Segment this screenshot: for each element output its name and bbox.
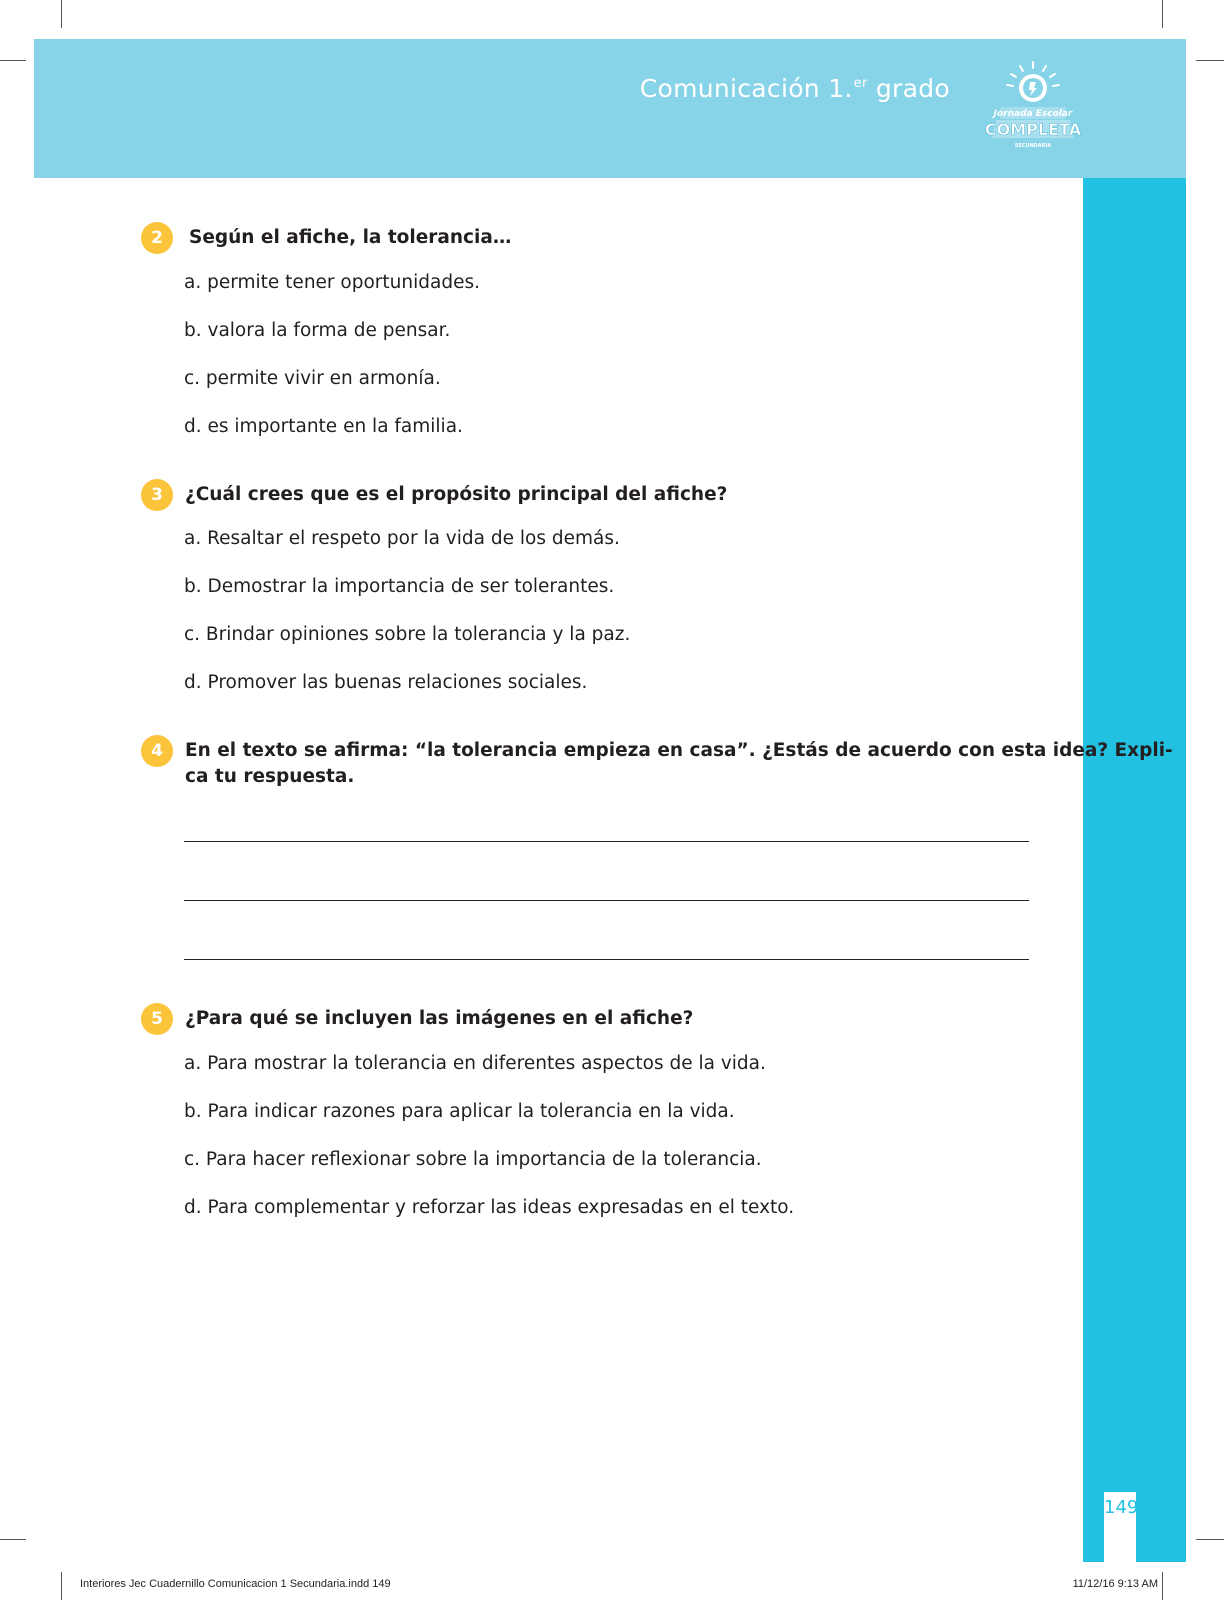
question-text: Según el afiche, la tolerancia… (189, 227, 512, 248)
crop-mark (1162, 0, 1163, 28)
page-number: 149 (1104, 1497, 1139, 1518)
option-d: d. Para complementar y reforzar las ideas expresadas en el texto. (184, 1197, 795, 1218)
answer-line[interactable] (184, 900, 1029, 901)
option-c: c. Para hacer reflexionar sobre la importancia de la tolerancia. (184, 1149, 762, 1170)
crop-mark (61, 0, 62, 28)
crop-mark (0, 60, 26, 61)
answer-line[interactable] (184, 959, 1029, 960)
footer-file-info: Interiores Jec Cuadernillo Comunicacion 1 Secundaria.indd 149 (80, 1578, 391, 1590)
svg-text:SECUNDARIA: SECUNDARIA (1014, 143, 1052, 149)
jornada-escolar-completa-logo-icon (984, 60, 1082, 164)
crop-mark (61, 1572, 62, 1600)
question-number-badge: 4 (141, 735, 173, 767)
question-text-line-1: En el texto se afirma: “la tolerancia empieza en casa”. ¿Estás de acuerdo con esta idea? Expli- (185, 740, 1173, 761)
option-a: a. Resaltar el respeto por la vida de los demás. (184, 528, 620, 549)
option-b: b. Demostrar la importancia de ser tolerantes. (184, 576, 615, 597)
footer-timestamp: 11/12/16 9:13 AM (1072, 1578, 1158, 1590)
crop-mark (1196, 1539, 1224, 1540)
crop-mark (0, 1539, 26, 1540)
crop-mark (1196, 60, 1224, 61)
header-title: Comunicación 1.$^{er}$ grado (639, 74, 950, 103)
crop-mark (1162, 1572, 1163, 1600)
option-d: d. Promover las buenas relaciones sociales. (184, 672, 588, 693)
option-a: a. Para mostrar la tolerancia en diferentes aspectos de la vida. (184, 1053, 766, 1074)
option-d: d. es importante en la familia. (184, 416, 463, 437)
question-text-line-2: ca tu respuesta. (185, 766, 355, 787)
question-number-badge: 5 (141, 1003, 173, 1035)
question-text: ¿Para qué se incluyen las imágenes en el afiche? (185, 1008, 694, 1029)
answer-line[interactable] (184, 841, 1029, 842)
question-text: ¿Cuál crees que es el propósito principal del afiche? (185, 484, 728, 505)
option-b: b. valora la forma de pensar. (184, 320, 451, 341)
svg-text:COMPLETA: COMPLETA (984, 120, 1082, 139)
option-c: c. Brindar opiniones sobre la tolerancia y la paz. (184, 624, 631, 645)
question-number-badge: 3 (141, 479, 173, 511)
side-bar (1083, 178, 1186, 1562)
svg-text:Jornada Escolar: Jornada Escolar (993, 109, 1073, 119)
option-a: a. permite tener oportunidades. (184, 272, 480, 293)
question-number-badge: 2 (141, 222, 173, 254)
option-b: b. Para indicar razones para aplicar la tolerancia en la vida. (184, 1101, 735, 1122)
option-c: c. permite vivir en armonía. (184, 368, 441, 389)
